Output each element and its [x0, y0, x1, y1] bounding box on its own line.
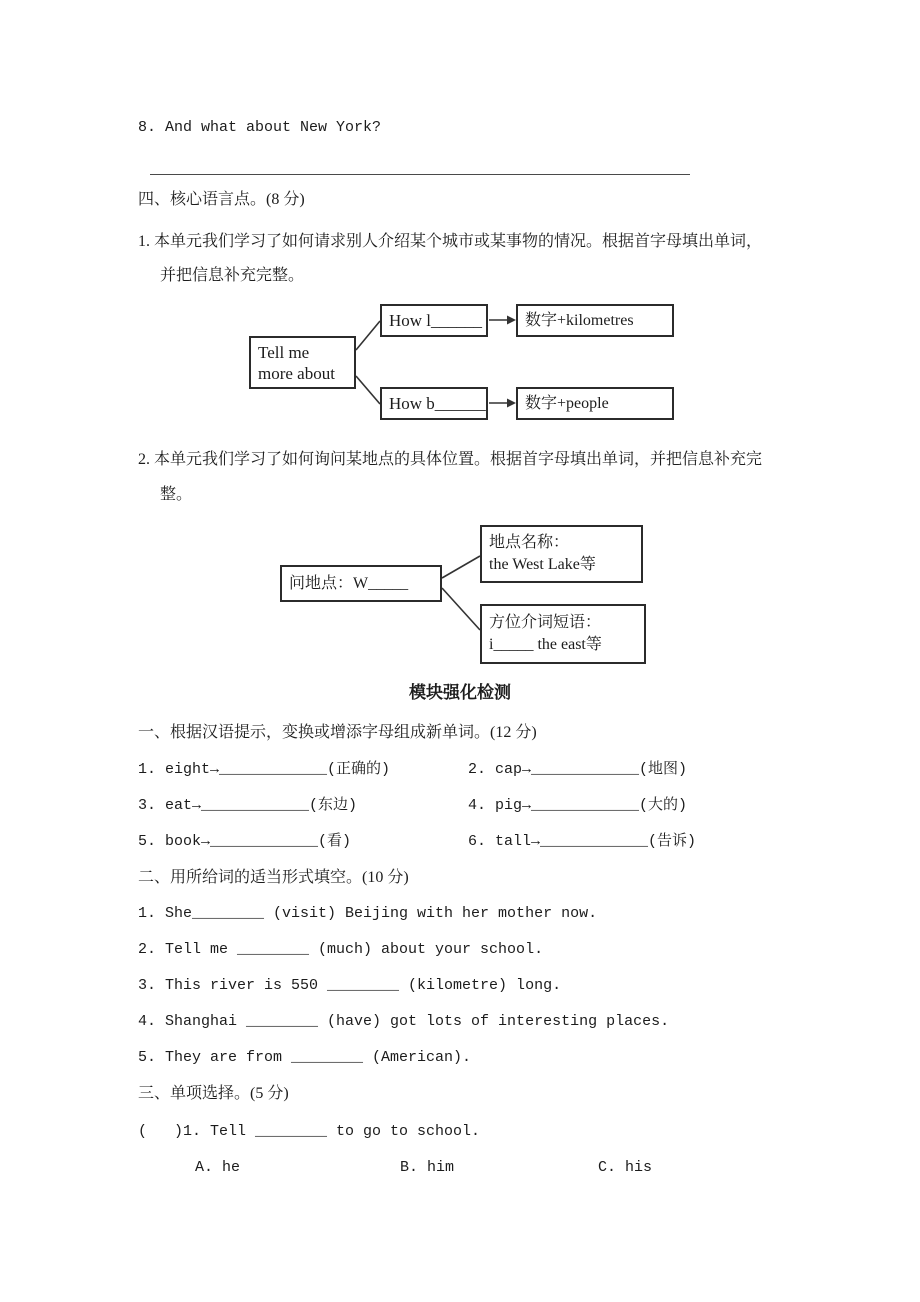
- section3-heading: 三、单项选择。(5 分): [138, 1085, 289, 1102]
- fill-item-5: 5. They are from ________ (American).: [138, 1049, 472, 1066]
- branch-how-big-box: [380, 387, 488, 420]
- root-box-tell-me-more: [249, 336, 356, 389]
- word-item-2: 2. cap→____________(地图): [468, 761, 688, 778]
- result-kilometres-label: 数字+kilometres: [525, 311, 634, 329]
- place-name-box: [480, 525, 643, 583]
- word-item-1: 1. eight→____________(正确的): [138, 761, 391, 778]
- preposition-phrase-line2: i_____ the east等: [489, 636, 602, 653]
- place-name-line1: 地点名称：: [489, 534, 570, 551]
- preposition-phrase-line1: 方位介词短语：: [489, 614, 602, 631]
- diagram2-connector-lines: [0, 520, 920, 675]
- choice-option-b: B. him: [400, 1159, 455, 1176]
- choice-option-c: C. his: [598, 1159, 653, 1176]
- word-item-6: 6. tall→____________(告诉): [468, 833, 697, 850]
- fill-item-2: 2. Tell me ________ (much) about your school.: [138, 941, 544, 958]
- branch-how-long-label: How l______: [389, 311, 483, 330]
- word-item-3: 3. eat→____________(东边): [138, 797, 358, 814]
- fill-item-3: 3. This river is 550 ________ (kilometre) long.: [138, 977, 562, 994]
- result-people-label: 数字+people: [525, 394, 609, 412]
- root-box-ask-location: [280, 565, 442, 602]
- word-item-4: 4. pig→____________(大的): [468, 797, 688, 814]
- place-name-line2: the West Lake等: [489, 556, 596, 573]
- root-box-line1: Tell me: [258, 342, 310, 362]
- diagram-tell-me-more: [0, 300, 920, 440]
- choice-option-a: A. he: [195, 1159, 241, 1176]
- question-8-text: 8. And what about New York?: [138, 119, 382, 136]
- section1-heading: 一、根据汉语提示，变换或增添字母组成新单词。(12 分): [138, 724, 537, 741]
- module-test-title: 模块强化检测: [409, 683, 511, 702]
- preposition-phrase-box: [480, 604, 646, 664]
- answer-blank-line: [150, 174, 690, 175]
- diagram-ask-location: [0, 520, 920, 675]
- root-box-line2: more about: [258, 363, 335, 383]
- q1-instruction-line2: 并把信息补充完整。: [160, 267, 305, 284]
- q1-instruction-line1: 1. 本单元我们学习了如何请求别人介绍某个城市或某事物的情况。根据首字母填出单词，: [138, 233, 763, 250]
- section4-heading: 四、核心语言点。(8 分): [138, 191, 305, 208]
- fill-item-1: 1. She________ (visit) Beijing with her mother now.: [138, 905, 598, 922]
- word-item-5: 5. book→____________(看): [138, 833, 352, 850]
- fill-item-4: 4. Shanghai ________ (have) got lots of interesting places.: [138, 1013, 670, 1030]
- q2-instruction-line2: 整。: [160, 486, 193, 503]
- section2-heading: 二、用所给词的适当形式填空。(10 分): [138, 869, 409, 886]
- q2-instruction-line1: 2. 本单元我们学习了如何询问某地点的具体位置。根据首字母填出单词，并把信息补充完: [138, 451, 763, 468]
- branch-how-long-box: [380, 304, 488, 337]
- root-box-ask-location-label: 问地点：W_____: [289, 574, 409, 592]
- branch-how-big-label: How b______: [389, 394, 486, 413]
- choice-question-1: ( )1. Tell ________ to go to school.: [138, 1123, 481, 1140]
- result-kilometres-box: [516, 304, 674, 337]
- result-people-box: [516, 387, 674, 420]
